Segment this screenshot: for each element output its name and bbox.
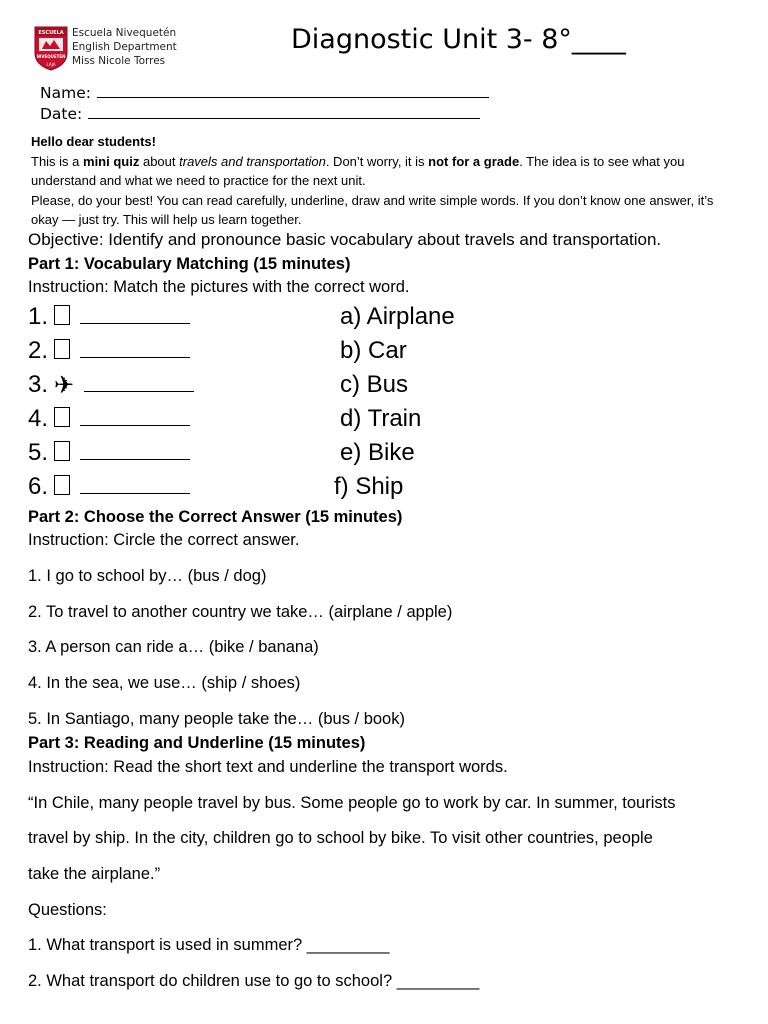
school-crest-logo bbox=[33, 25, 69, 71]
match-item-6: 6. bbox=[28, 473, 190, 501]
option-bus: c) Bus bbox=[340, 371, 409, 398]
part1-instruction: Instruction: Match the pictures with the correct word. bbox=[28, 278, 410, 296]
match-item-3: 3. ✈ bbox=[28, 371, 194, 400]
part2-instruction: Instruction: Circle the correct answer. bbox=[28, 531, 300, 549]
part3-instruction: Instruction: Read the short text and underline the transport words. bbox=[28, 758, 508, 776]
questions-label: Questions: bbox=[28, 901, 107, 919]
part3-title: Part 3: Reading and Underline (15 minutes) bbox=[28, 734, 366, 752]
part3-question-1: 1. What transport is used in summer? _________ bbox=[28, 936, 390, 954]
option-ship: f) Ship bbox=[334, 473, 404, 500]
intro-text bbox=[31, 132, 731, 230]
picture-placeholder-icon bbox=[54, 305, 70, 325]
picture-placeholder-icon bbox=[54, 475, 70, 495]
crest-text-mid: NIVEQUETÉN bbox=[36, 54, 66, 59]
match-blank[interactable] bbox=[80, 473, 190, 494]
option-car: b) Car bbox=[340, 337, 407, 364]
name-label: Name: bbox=[40, 84, 91, 102]
reading-text-line-3: take the airplane.” bbox=[28, 865, 161, 883]
department-name: English Department bbox=[72, 41, 177, 53]
option-train: d) Train bbox=[340, 405, 422, 432]
intro-paragraph-1: This is a mini quiz about travels and transportation. Don’t worry, it is not for a grade. The idea is to see what you understand and what we need to practice for the next unit. bbox=[31, 153, 685, 188]
name-line[interactable] bbox=[97, 85, 489, 98]
part2-title: Part 2: Choose the Correct Answer (15 minutes) bbox=[28, 508, 403, 526]
date-field[interactable] bbox=[40, 105, 480, 123]
option-airplane: a) Airplane bbox=[340, 303, 455, 330]
option-bike: e) Bike bbox=[340, 439, 415, 466]
part2-question-2: 2. To travel to another country we take… (airplane / apple) bbox=[28, 603, 453, 621]
match-blank[interactable] bbox=[80, 439, 190, 460]
airplane-icon: ✈ bbox=[54, 372, 75, 399]
document-title: Diagnostic Unit 3- 8°____ bbox=[291, 24, 626, 55]
part1-title: Part 1: Vocabulary Matching (15 minutes) bbox=[28, 255, 351, 273]
date-label: Date: bbox=[40, 105, 83, 123]
reading-text-line-2: travel by ship. In the city, children go to school by bike. To visit other countries, people bbox=[28, 829, 653, 847]
picture-placeholder-icon bbox=[54, 339, 70, 359]
match-item-4: 4. bbox=[28, 405, 190, 433]
date-line[interactable] bbox=[88, 106, 480, 119]
part2-question-3: 3. A person can ride a… (bike / banana) bbox=[28, 638, 319, 656]
name-field[interactable] bbox=[40, 84, 489, 102]
reading-text-line-1: “In Chile, many people travel by bus. Some people go to work by car. In summer, tourists bbox=[28, 794, 676, 812]
match-blank[interactable] bbox=[80, 405, 190, 426]
part2-question-4: 4. In the sea, we use… (ship / shoes) bbox=[28, 674, 301, 692]
part3-question-2: 2. What transport do children use to go to school? _________ bbox=[28, 972, 480, 990]
picture-placeholder-icon bbox=[54, 441, 70, 461]
school-name: Escuela Nivequetén bbox=[72, 27, 177, 39]
crest-text-top: ESCUELA bbox=[38, 30, 64, 36]
crest-text-bottom: LAJA bbox=[46, 62, 56, 67]
school-info bbox=[72, 26, 177, 68]
objective: Objective: Identify and pronounce basic vocabulary about travels and transportation. bbox=[28, 230, 662, 249]
match-item-5: 5. bbox=[28, 439, 190, 467]
part2-question-1: 1. I go to school by… (bus / dog) bbox=[28, 567, 267, 585]
part2-question-5: 5. In Santiago, many people take the… (bus / book) bbox=[28, 710, 405, 728]
match-item-2: 2. bbox=[28, 337, 190, 365]
intro-paragraph-2: Please, do your best! You can read carefully, underline, draw and write simple words. If you don’t know one answer, it’s okay — just try. This will help us learn together. bbox=[31, 192, 714, 227]
teacher-name: Miss Nicole Torres bbox=[72, 55, 166, 67]
picture-placeholder-icon bbox=[54, 407, 70, 427]
match-item-1: 1. bbox=[28, 303, 190, 331]
match-blank[interactable] bbox=[84, 371, 194, 392]
match-blank[interactable] bbox=[80, 337, 190, 358]
greeting: Hello dear students! bbox=[31, 134, 156, 149]
match-blank[interactable] bbox=[80, 303, 190, 324]
